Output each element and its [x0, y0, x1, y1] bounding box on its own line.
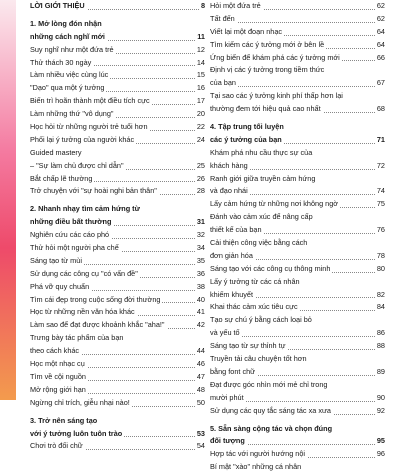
toc-entry [30, 294, 205, 307]
toc-entry [210, 237, 385, 250]
toc-entry-title: Học từ những nền văn hóa khác [30, 307, 135, 317]
toc-page-number: 90 [375, 392, 385, 405]
toc-entry [30, 185, 205, 198]
toc-entry [210, 276, 385, 289]
toc-entry-title: các ý tưởng của bạn [210, 134, 282, 144]
toc-entry [210, 103, 385, 116]
toc-entry-title: Hợp tác với người hướng nội [210, 449, 306, 459]
toc-entry-title: những cách nghĩ mới [30, 31, 105, 41]
toc-column-right [210, 0, 385, 474]
toc-page-number: 14 [195, 57, 205, 70]
toc-entry [30, 57, 205, 70]
toc-entry-title: Hỏi một đứa trẻ [210, 1, 261, 10]
toc-entry-title: Khai thác cảm xúc tiêu cực [210, 302, 298, 312]
toc-entry-title: LỜI GIỚI THIỆU [30, 1, 85, 10]
toc-entry [210, 160, 385, 173]
toc-section-heading [30, 415, 205, 428]
toc-section-heading [210, 435, 385, 448]
toc-entry-title: Làm nhiều việc cùng lúc [30, 70, 109, 80]
toc-page-number: 41 [195, 306, 205, 319]
toc-entry-title: Trưng bày tác phẩm của bạn [30, 333, 124, 343]
toc-page-number: 40 [195, 294, 205, 307]
toc-entry-title: Đạt được góc nhìn mới mẻ chỉ trong [210, 379, 328, 389]
toc-entry [210, 173, 385, 186]
toc-page-number: 24 [195, 134, 205, 147]
toc-page-number: 75 [375, 198, 385, 211]
toc-entry [30, 358, 205, 371]
toc-entry [30, 95, 205, 108]
toc-entry-title: Tại sao các ý tưởng kinh phí thấp hơn lại [210, 91, 343, 101]
toc-entry [30, 371, 205, 384]
toc-page-number: 82 [375, 289, 385, 302]
toc-entry-title: khách hàng [210, 160, 248, 170]
toc-entry-title: Sáng tạo với các công cụ thông minh [210, 263, 331, 273]
toc-entry [30, 108, 205, 121]
toc-entry [210, 379, 385, 392]
toc-page-number: 88 [375, 340, 385, 353]
toc-entry [30, 384, 205, 397]
toc-entry-title: thường đem tới hiệu quả cao nhất [210, 104, 321, 114]
toc-page-number: 42 [195, 319, 205, 332]
toc-entry-title: Bắt chấp lẽ thường [30, 173, 93, 183]
toc-page-number: 35 [195, 255, 205, 268]
toc-entry [210, 461, 385, 474]
toc-page-number: 67 [375, 77, 385, 90]
toc-entry [30, 281, 205, 294]
toc-entry [30, 173, 205, 186]
toc-entry [30, 69, 205, 82]
toc-entry-title: Truyền tải câu chuyện tốt hơn [210, 354, 307, 364]
toc-entry-title: 5. Sẵn sàng cộng tác và chọn đúng [210, 423, 333, 433]
toc-entry [210, 289, 385, 302]
toc-entry-title: Lấy ý tưởng từ các cá nhân [210, 276, 300, 286]
toc-entry [210, 77, 385, 90]
toc-entry-title: những điều bất thường [30, 217, 112, 227]
toc-page-number: 64 [375, 39, 385, 52]
toc-entry [210, 90, 385, 103]
toc-entry [30, 255, 205, 268]
toc-page-number: 86 [375, 327, 385, 340]
toc-page-number: 8 [199, 0, 205, 13]
toc-entry [210, 224, 385, 237]
toc-entry [30, 440, 205, 453]
toc-entry-title: Phá vỡ quy chuẩn [30, 281, 90, 291]
toc-entry [210, 198, 385, 211]
toc-entry [210, 185, 385, 198]
toc-column-left [30, 0, 205, 453]
toc-page-number: 96 [375, 448, 385, 461]
toc-entry [210, 0, 385, 13]
toc-page-number: 76 [375, 224, 385, 237]
toc-entry-title: Suy nghĩ như một đứa trẻ [30, 44, 114, 54]
toc-entry-title: Tạo sự chú ý bằng cách loại bỏ [210, 315, 312, 325]
toc-page-number: 15 [195, 69, 205, 82]
toc-entry-title: Trở chuyện với "sự hoài nghi bản thân" [30, 186, 157, 196]
toc-entry-title: Guided mastery [30, 147, 82, 157]
toc-entry-title: Biến trì hoãn thành một điều tích cực [30, 96, 150, 106]
toc-entry-title: Sử dụng các công cụ "có vấn đề" [30, 268, 138, 278]
toc-entry-title: Phối lại ý tưởng của người khác [30, 134, 135, 144]
toc-page-number: 74 [375, 185, 385, 198]
toc-page-number: 84 [375, 301, 385, 314]
toc-entry-title: Tất đến [210, 13, 235, 23]
toc-entry [30, 147, 205, 160]
toc-entry-title: Sáng tạo từ mùi [30, 255, 82, 265]
toc-entry-title: khiếm khuyết [210, 289, 253, 299]
toc-entry [30, 345, 205, 358]
toc-page-number: 11 [195, 31, 205, 44]
toc-section-heading [30, 428, 205, 441]
toc-entry-title: Nghiên cứu các cáo phó [30, 230, 110, 240]
toc-section-heading [30, 31, 205, 44]
toc-entry-title: Làm sao để đạt được khoảnh khắc "aha!" [30, 320, 165, 330]
toc-entry-title: bằng font chữ [210, 366, 256, 376]
toc-page-number: 68 [375, 103, 385, 116]
toc-entry-title: Thử hỏi một người pha chế [30, 243, 119, 253]
toc-page-number: 28 [195, 185, 205, 198]
toc-entry-title: đơn giản hóa [210, 250, 253, 260]
toc-entry-title: Học hỏi từ những người trẻ tuổi hơn [30, 122, 148, 132]
toc-page-number: 64 [375, 26, 385, 39]
toc-page-number: 50 [195, 397, 205, 410]
toc-entry [30, 332, 205, 345]
toc-page-number: 89 [375, 366, 385, 379]
toc-page-number: 53 [195, 428, 205, 441]
toc-entry [30, 134, 205, 147]
toc-entry-title: Ngừng chỉ trích, giễu nhại nào! [30, 397, 130, 407]
toc-entry-title: mười phút [210, 392, 244, 402]
toc-entry-title: Sử dụng các quy tắc sáng tác xa xưa [210, 405, 331, 415]
toc-page-number: 54 [195, 440, 205, 453]
toc-entry-title: với ý tưởng luôn tuôn trào [30, 428, 123, 438]
toc-page-number: 80 [375, 263, 385, 276]
toc-entry [210, 340, 385, 353]
toc-entry-title: 1. Mở lòng đón nhận [30, 18, 102, 28]
toc-entry [210, 392, 385, 405]
toc-entry-title: Tìm cái đẹp trong cuộc sống đời thường [30, 294, 161, 304]
toc-entry [210, 301, 385, 314]
toc-entry-title: Lấy cảm hứng từ những nơi không ngờ [210, 199, 339, 209]
toc-entry [30, 121, 205, 134]
toc-page-number: 48 [195, 384, 205, 397]
toc-entry-title: Sáng tạo từ sự thỉnh tự [210, 341, 286, 351]
toc-page-number: 31 [195, 216, 205, 229]
toc-entry-title: Ranh giới giữa truyền cảm hứng [210, 173, 316, 183]
toc-entry-title: Làm những thứ "vô dụng" [30, 109, 114, 119]
toc-page-number: 95 [375, 435, 385, 448]
toc-entry [30, 82, 205, 95]
toc-section-heading [210, 423, 385, 436]
toc-page-number: 25 [195, 160, 205, 173]
toc-entry-title: Viết lại một đoạn nhạc [210, 26, 283, 36]
toc-page-number: 71 [375, 134, 385, 147]
toc-entry [210, 366, 385, 379]
toc-entry [210, 263, 385, 276]
toc-entry-title: 3. Trở nên sáng tạo [30, 415, 98, 425]
toc-entry-title: của bạn [210, 78, 236, 88]
toc-page-number: 34 [195, 242, 205, 255]
toc-page-number: 78 [375, 250, 385, 263]
toc-entry [30, 397, 205, 410]
toc-page-number: 62 [375, 0, 385, 13]
toc-entry-title: Thử thách 30 ngày [30, 57, 92, 67]
toc-entry [30, 44, 205, 57]
toc-entry-title: và đạo nhái [210, 186, 248, 196]
toc-entry-title: Cải thiện công việc bằng cách [210, 238, 308, 248]
toc-entry-title: theo cách khác [30, 346, 80, 356]
toc-page-number: 47 [195, 371, 205, 384]
toc-entry [30, 306, 205, 319]
decorative-gradient-strip [0, 0, 16, 400]
toc-entry [210, 211, 385, 224]
toc-entry [210, 448, 385, 461]
toc-page-number: 62 [375, 13, 385, 26]
toc-page-number: 16 [195, 82, 205, 95]
toc-section-heading [30, 216, 205, 229]
toc-section-heading [30, 203, 205, 216]
toc-entry [210, 314, 385, 327]
toc-entry-title: Đánh vào cảm xúc để nâng cấp [210, 212, 313, 222]
toc-section-heading [210, 134, 385, 147]
toc-entry-title: Tìm về cội nguồn [30, 371, 86, 381]
toc-entry-title: "Dạo" qua một ý tưởng [30, 83, 105, 93]
toc-section-heading [210, 121, 385, 134]
toc-section-heading [30, 18, 205, 31]
toc-entry-title: Mở rộng giới hạn [30, 384, 86, 394]
toc-entry [210, 250, 385, 263]
toc-entry-title: Chơi trò đối chữ [30, 441, 83, 451]
toc-entry [210, 13, 385, 26]
toc-entry-title: đối tượng [210, 436, 245, 446]
toc-entry [210, 353, 385, 366]
toc-entry [210, 52, 385, 65]
toc-entry-title: 4. Tập trung tối luyện [210, 122, 284, 132]
toc-entry [210, 147, 385, 160]
toc-entry [210, 327, 385, 340]
toc-entry-title: 2. Nhanh nhạy tìm cảm hứng từ [30, 204, 140, 214]
toc-entry-title: Ứng biến để khám phá các ý tưởng mới [210, 52, 340, 62]
toc-entry [30, 268, 205, 281]
toc-page-number: 44 [195, 345, 205, 358]
toc-entry [30, 242, 205, 255]
toc-entry-title: Định vị các ý tưởng trong tiềm thức [210, 65, 325, 75]
toc-entry [30, 229, 205, 242]
toc-page-number: 17 [195, 95, 205, 108]
toc-entry-title: Khám phá nhu cầu thực sự của [210, 147, 313, 157]
toc-entry-title: Bí mật "xào" những cá nhân [210, 462, 302, 472]
toc-entry [210, 26, 385, 39]
toc-page-number: 38 [195, 281, 205, 294]
toc-page-number: 32 [195, 229, 205, 242]
toc-entry [30, 319, 205, 332]
toc-entry-title: – "Sự làm chủ được chỉ dẫn" [30, 160, 124, 170]
toc-entry [210, 64, 385, 77]
toc-entry-title: và yếu tố [210, 328, 240, 338]
toc-entry [30, 160, 205, 173]
toc-page-number: 22 [195, 121, 205, 134]
toc-entry-title: Học một nhạc cụ [30, 359, 85, 369]
toc-entry-title: thiết kế của bạn [210, 225, 262, 235]
toc-page-number: 72 [375, 160, 385, 173]
toc-page-number: 46 [195, 358, 205, 371]
toc-entry [210, 405, 385, 418]
toc-page-number: 12 [195, 44, 205, 57]
toc-page-number: 66 [375, 52, 385, 65]
toc-page-number: 36 [195, 268, 205, 281]
toc-entry-title: Tìm kiếm các ý tưởng mới ở bên lề [210, 39, 325, 49]
toc-page-number: 26 [195, 173, 205, 186]
toc-section-heading [30, 0, 205, 13]
toc-page-number: 20 [195, 108, 205, 121]
toc-entry [210, 39, 385, 52]
toc-page-number: 92 [375, 405, 385, 418]
